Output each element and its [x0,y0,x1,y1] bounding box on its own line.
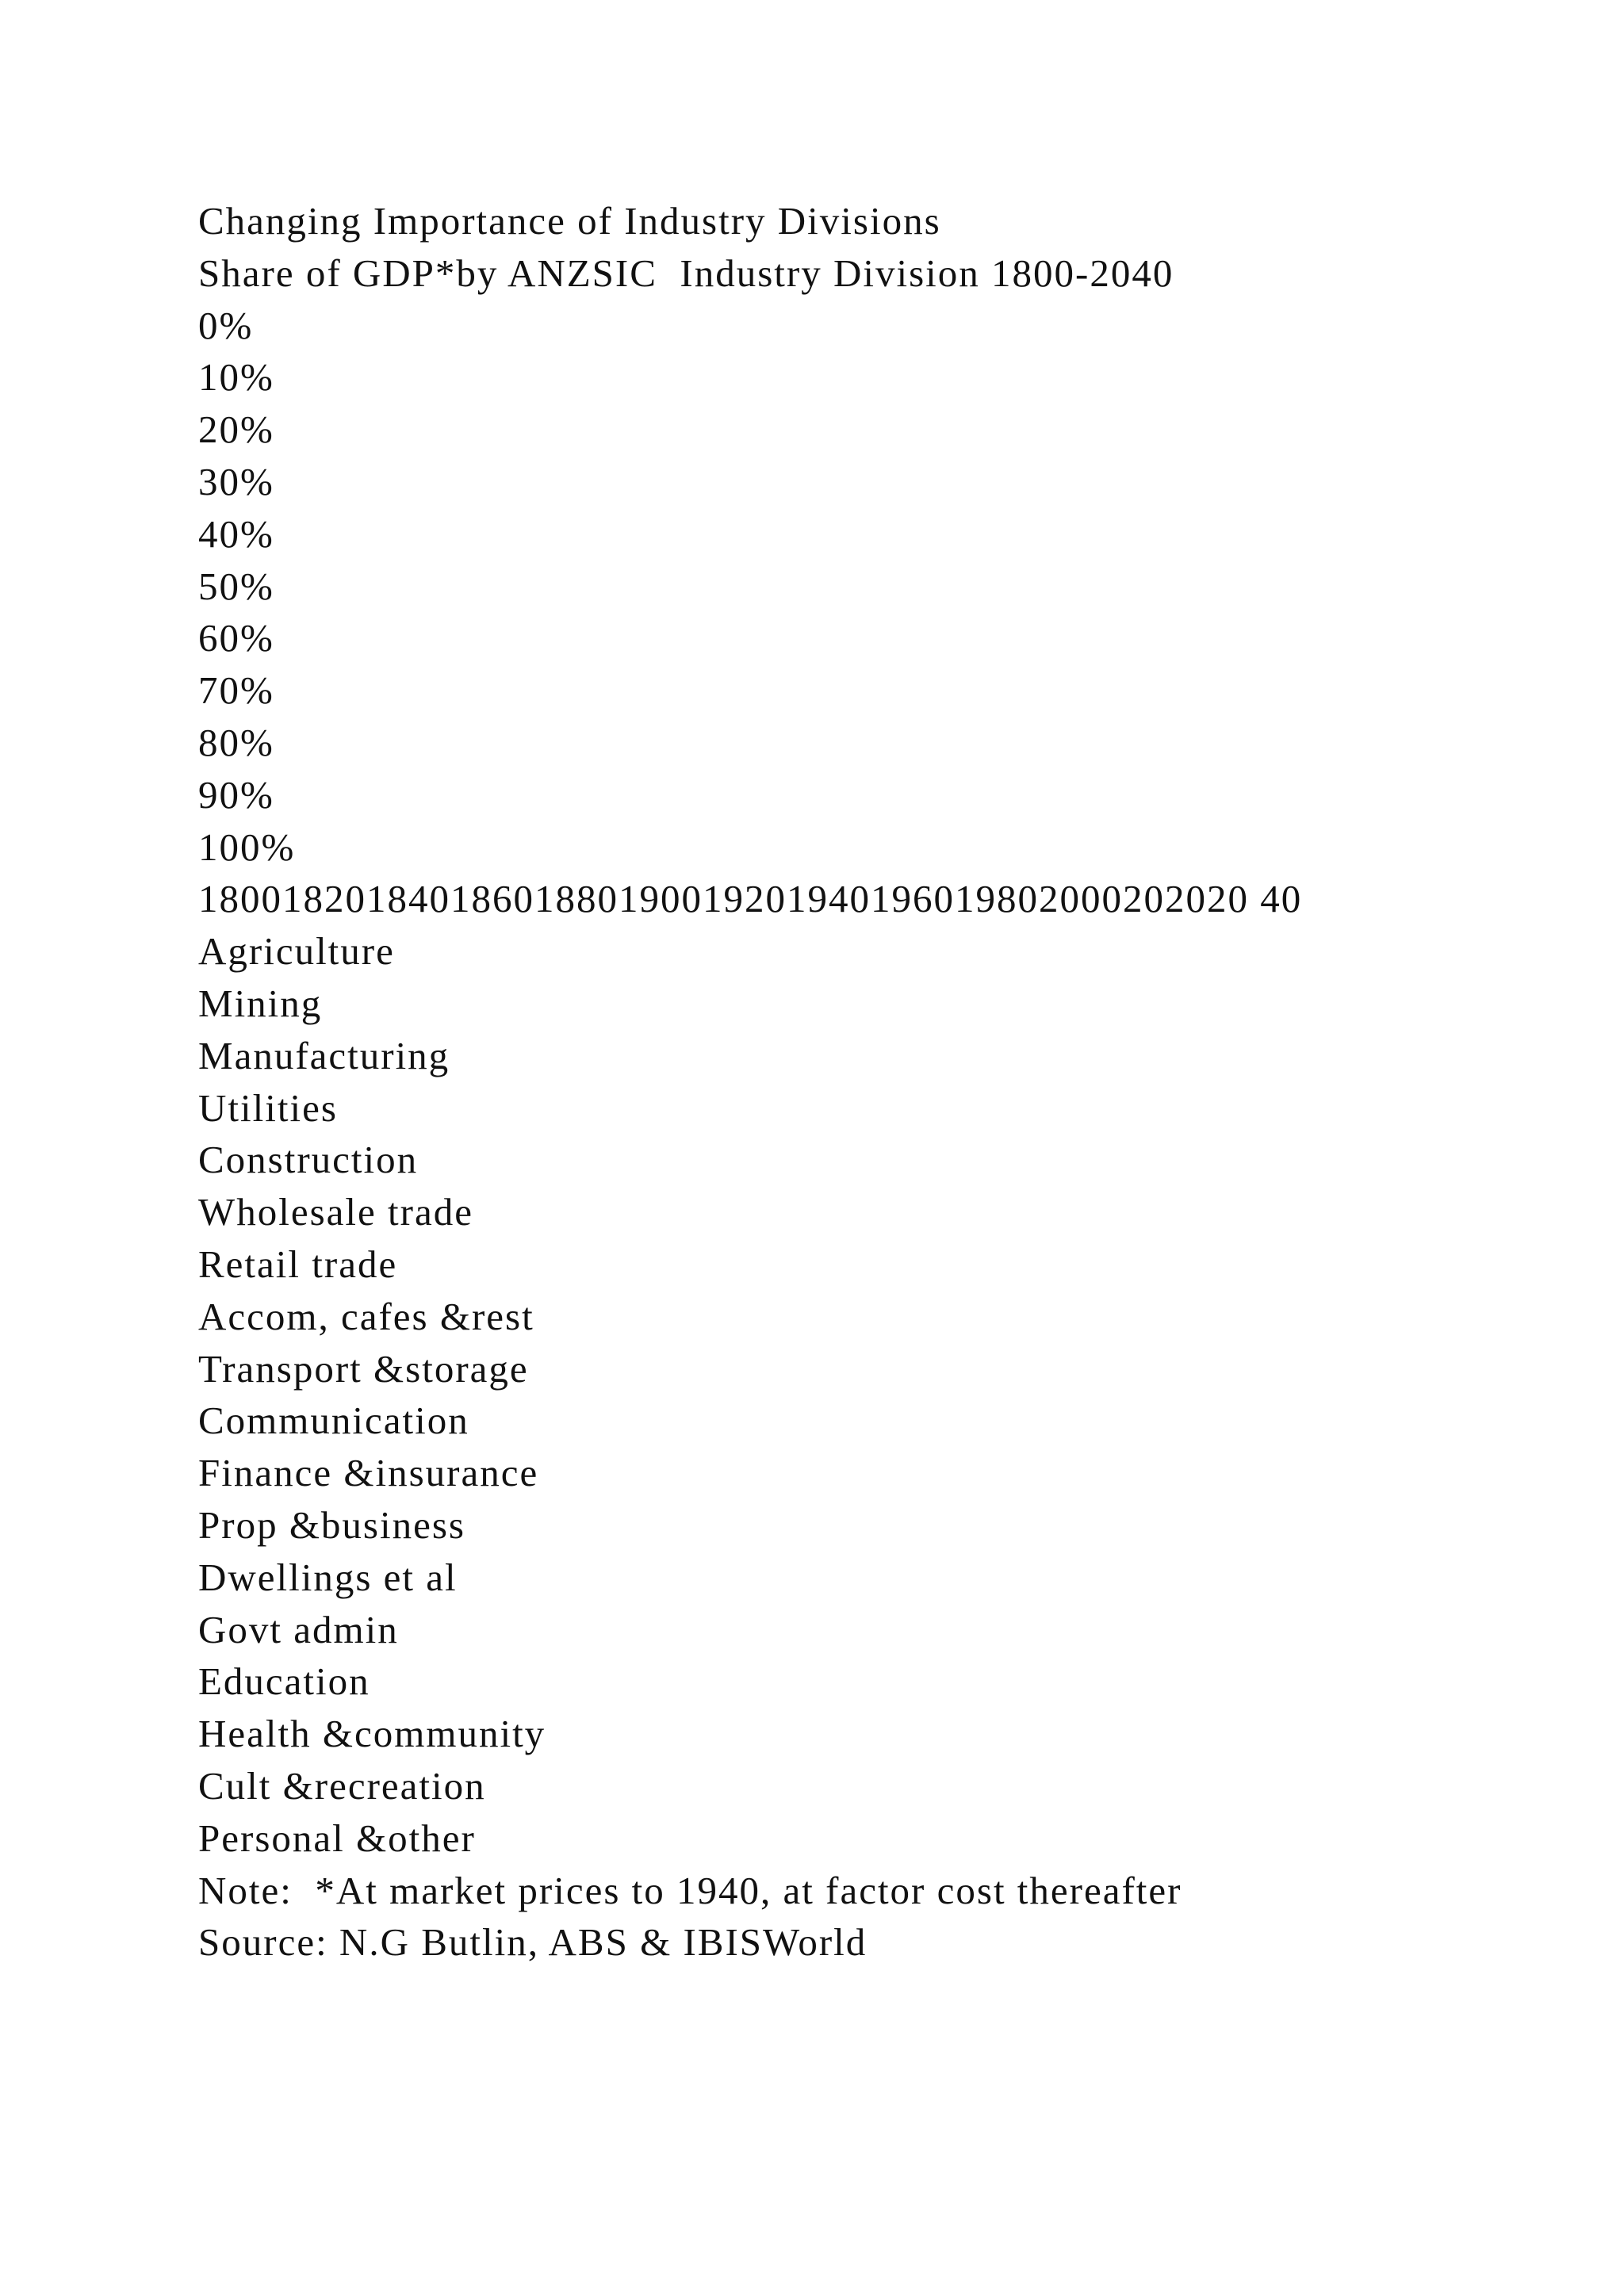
legend-item: Govt admin [198,1607,399,1651]
legend-item: Agriculture [198,929,395,974]
legend-item: Manufacturing [198,1033,450,1077]
legend-item: Prop &business [198,1502,466,1547]
y-axis-tick: 90% [198,772,274,817]
y-axis-tick: 30% [198,459,274,503]
chart-source: Source: N.G Butlin, ABS & IBISWorld [198,1920,868,1965]
y-axis-tick: 10% [198,355,274,400]
y-axis-tick: 50% [198,564,274,608]
y-axis-tick: 100% [198,825,296,869]
legend-item: Dwellings et al [198,1555,458,1599]
legend-item: Mining [198,981,323,1025]
chart-title: Changing Importance of Industry Divisions [198,199,941,243]
y-axis-tick: 60% [198,616,274,660]
legend-item: Education [198,1659,370,1704]
legend-item: Communication [198,1399,469,1443]
legend-item: Personal &other [198,1816,476,1860]
legend-item: Cult &recreation [198,1763,486,1808]
chart-note: Note: *At market prices to 1940, at factor cost thereafter [198,1868,1182,1912]
y-axis-tick: 40% [198,511,274,556]
legend-item: Wholesale trade [198,1190,473,1234]
legend-item: Finance &insurance [198,1451,539,1495]
y-axis-tick: 20% [198,408,274,452]
chart-subtitle: Share of GDP*by ANZSIC Industry Division 1800-2040 [198,251,1174,295]
legend-item: Health &community [198,1712,546,1756]
document-page [198,195,1594,1969]
legend-list [198,925,1594,1864]
x-axis-years: 18001820184018601880190019201940196019802000202020 40 [198,877,1303,921]
y-axis-tick-list [198,300,1594,874]
legend-item: Retail trade [198,1242,398,1286]
legend-item: Transport &storage [198,1346,529,1391]
y-axis-tick: 0% [198,303,254,347]
legend-item: Construction [198,1138,419,1182]
legend-item: Accom, cafes &rest [198,1294,534,1338]
legend-item: Utilities [198,1085,338,1130]
y-axis-tick: 80% [198,720,274,764]
y-axis-tick: 70% [198,668,274,713]
